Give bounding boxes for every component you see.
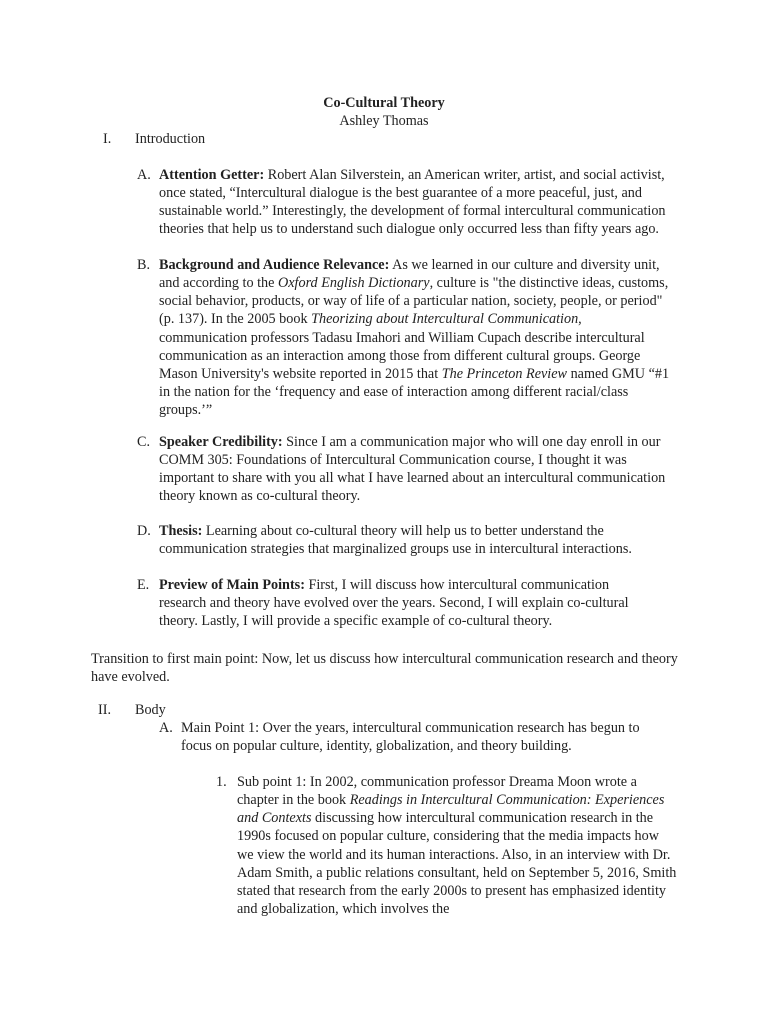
background-label: Background and Audience Relevance: (159, 257, 390, 273)
item-letter: D. (137, 523, 151, 539)
paragraph-text: , culture is "the distinctive ideas, customs, social behavior, products, or way of life of a particular nation, society, people, or period" (p. 137). In the 2005 book (159, 275, 669, 328)
section-heading: Body (135, 702, 166, 718)
credibility-paragraph (159, 433, 671, 506)
document-author: Ashley Thomas (339, 113, 429, 129)
transition-paragraph: Transition to first main point: Now, let us discuss how intercultural communication research and theory have evolved. (91, 651, 678, 686)
paragraph-text: As we learned in our culture and diversity unit, and according to the (159, 257, 660, 292)
paragraph-text: Since I am a communication major who will one day enroll in our COMM 305: Foundations of Intercultural Communication course, I thought it was important to share with you all what I have learned about an intercultural communication theory known as co-cultural theory. (159, 434, 666, 505)
italic-title: The Princeton Review (441, 365, 568, 382)
credibility-label: Speaker Credibility: (159, 434, 283, 450)
paragraph-text: named GMU “#1 in the nation for the ‘frequency and ease of interaction among different racial/class groups.’” (159, 365, 670, 419)
main-point-letter: A. (159, 720, 173, 736)
attention-getter-label: Attention Getter: (159, 167, 265, 183)
paragraph-text: discussing how intercultural communication research in the 1990s focused on popular culture, considering that the media impacts how we view the world and its human interactions. Also, in an interview with Dr. Adam Smith, a public relations consultant, held on September 5, 2016, Smith stated that research from the early 2000s to present has emphasized identity and globalization, which involves the (237, 810, 677, 918)
item-letter: A. (137, 167, 151, 183)
sub-point-paragraph (237, 773, 677, 918)
paragraph-text: Sub point 1: In 2002, communication professor Dreama Moon wrote a chapter in the book (237, 774, 637, 809)
thesis-label: Thesis: (159, 523, 203, 539)
italic-title: Oxford English Dictionary (277, 275, 430, 292)
paragraph-text: Learning about co-cultural theory will help us to better understand the communication strategies that marginalized groups use in intercultural interactions. (159, 523, 632, 558)
item-letter: B. (137, 257, 151, 273)
preview-paragraph (159, 576, 649, 630)
section-heading: Introduction (135, 131, 206, 147)
section-numeral: I. (103, 131, 112, 147)
attention-getter-paragraph (159, 166, 671, 239)
italic-title: Readings in Intercultural Communication: Experiences and Contexts (237, 792, 665, 827)
document-title: Co-Cultural Theory (323, 95, 445, 111)
paragraph-text: First, I will discuss how intercultural communication research and theory have evolved over the years. Second, I will explain co-cultural theory. Lastly, I will provide a specific example of co-cultural theory. (159, 577, 629, 630)
paragraph-text: , communication professors Tadasu Imahori and William Cupach describe intercultural communication as an interaction among those from different cultural groups. George Mason University's website reported in 2015 that (159, 311, 645, 382)
italic-title: Theorizing about Intercultural Communication (311, 311, 579, 328)
background-paragraph (159, 256, 671, 419)
item-letter: C. (137, 434, 151, 450)
item-letter: E. (137, 577, 150, 593)
paragraph-text: Robert Alan Silverstein, an American writer, artist, and social activist, once stated, “Intercultural dialogue is the best guarantee of a more peaceful, just, and sustainable world.” Interestingly, the development of formal intercultural communication theories that help us to understand such dialogue only occurred less than fifty years ago. (159, 167, 666, 238)
section-numeral: II. (98, 702, 111, 718)
sub-point-number: 1. (216, 774, 227, 790)
main-point-paragraph: Main Point 1: Over the years, intercultural communication research has begun to focus on popular culture, identity, globalization, and theory building. (181, 720, 640, 755)
preview-label: Preview of Main Points: (159, 577, 305, 593)
thesis-paragraph (159, 522, 671, 558)
